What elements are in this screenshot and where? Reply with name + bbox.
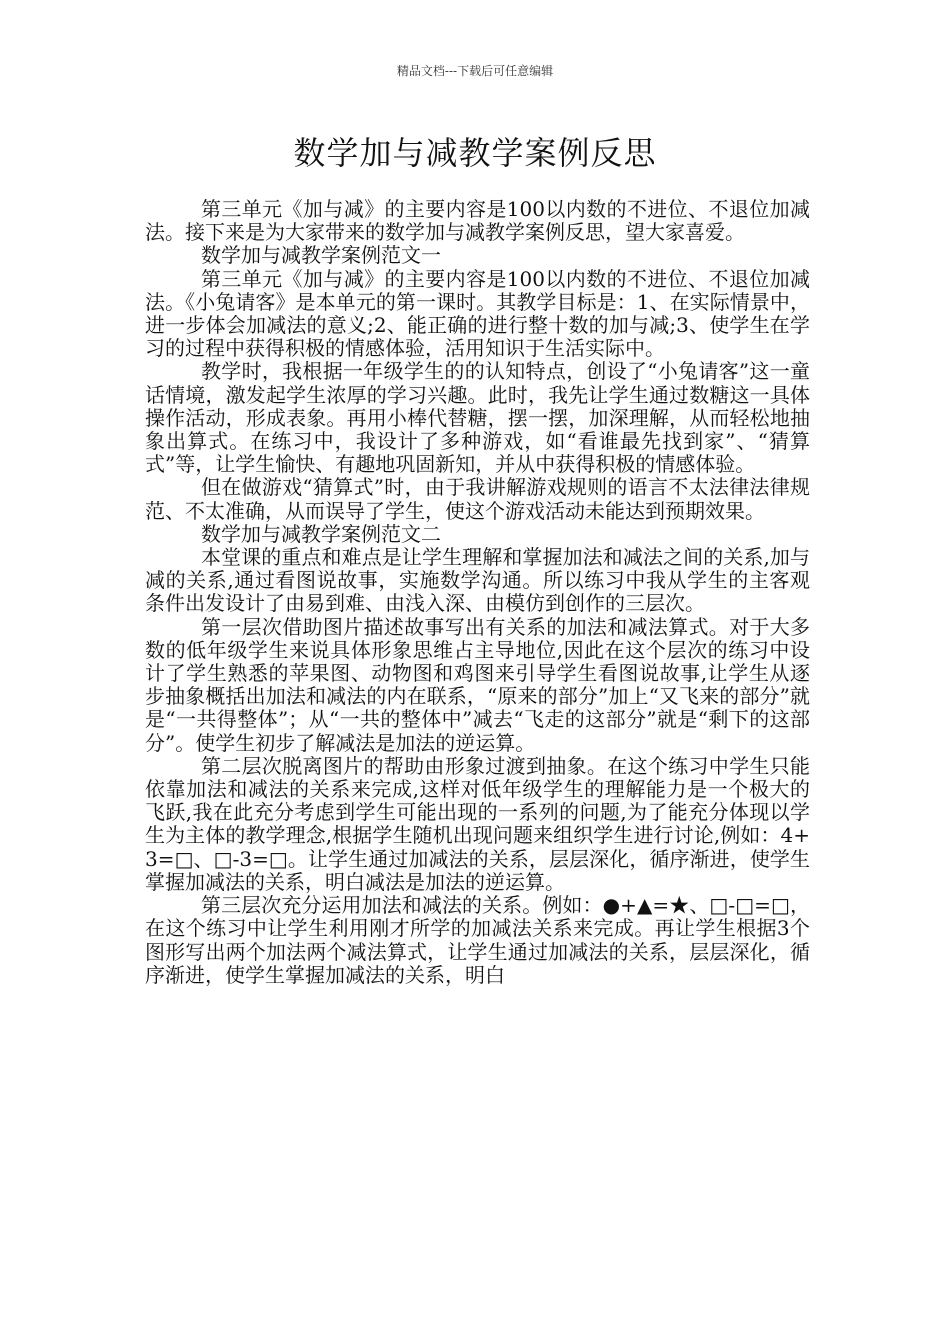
paragraph: 第三单元《加与减》的主要内容是100以内数的不进位、不退位加减法。《小兔请客》是本单元的第一课时。其教学目标是：1、在实际情景中，进一步体会加减法的意义;2、能正确的进行整十数的加与减;3、使学生在学习的过程中获得积极的情感体验，活用知识于生活实际中。 (145, 266, 810, 361)
paragraph: 第三层次充分运用加法和减法的关系。例如：●+▲=★、□-□=□，在这个练习中让学生利用刚才所学的加减法关系来完成。再让学生根据3个图形写出两个加法两个减法算式，让学生通过加减法的关系，层层深化，循序渐进，使学生掌握加减法的关系，明白 (145, 893, 810, 987)
document-body (145, 198, 810, 987)
paragraph: 但在做游戏“猜算式”时，由于我讲解游戏规则的语言不太法律法律规范、不太准确，从而误导了学生，使这个游戏活动未能达到预期效果。 (145, 475, 810, 523)
paragraph: 第二层次脱离图片的帮助由形象过渡到抽象。在这个练习中学生只能依靠加法和减法的关系来完成,这样对低年级学生的理解能力是一个极大的飞跃,我在此充分考虑到学生可能出现的一系列的问题,为了能充分体现以学生为主体的教学理念,根据学生随机出现问题来组织学生进行讨论,例如：4+3=□、□-3=□。让学生通过加减法的关系，层层深化，循序渐进，使学生掌握加减法的关系，明白减法是加法的逆运算。 (145, 753, 810, 894)
header-note: 精品文档---下载后可任意编辑 (396, 64, 554, 78)
paragraph: 本堂课的重点和难点是让学生理解和掌握加法和减法之间的关系,加与减的关系,通过看图说故事，实施数学沟通。所以练习中我从学生的主客观条件出发设计了由易到难、由浅入深、由模仿到创作的三层次。 (145, 545, 810, 616)
document-title: 数学加与减教学案例反思 (293, 134, 657, 172)
section-heading: 数学加与减教学案例范文一 (201, 243, 441, 268)
section-heading: 数学加与减教学案例范文二 (201, 521, 441, 546)
paragraph: 教学时，我根据一年级学生的的认知特点，创设了“小兔请客”这一童话情境，激发起学生浓厚的学习兴趣。此时，我先让学生通过数糖这一具体操作活动，形成表象。再用小棒代替糖，摆一摆，加深理解，从而轻松地抽象出算式。在练习中，我设计了多种游戏，如“看谁最先找到家”、“猜算式”等，让学生愉快、有趣地巩固新知，并从中获得积极的情感体验。 (145, 359, 810, 477)
paragraph: 第一层次借助图片描述故事写出有关系的加法和减法算式。对于大多数的低年级学生来说具体形象思维占主导地位,因此在这个层次的练习中设计了学生熟悉的苹果图、动物图和鸡图来引导学生看图说故事,让学生从逐步抽象概括出加法和减法的内在联系，“原来的部分”加上“又飞来的部分”就是“一共得整体”；从“一共的整体中”减去“飞走的这部分”就是“剩下的这部分”。使学生初步了解减法是加法的逆运算。 (145, 614, 810, 755)
paragraph: 第三单元《加与减》的主要内容是100以内数的不进位、不退位加减法。接下来是为大家带来的数学加与减教学案例反思，望大家喜爱。 (145, 197, 810, 245)
